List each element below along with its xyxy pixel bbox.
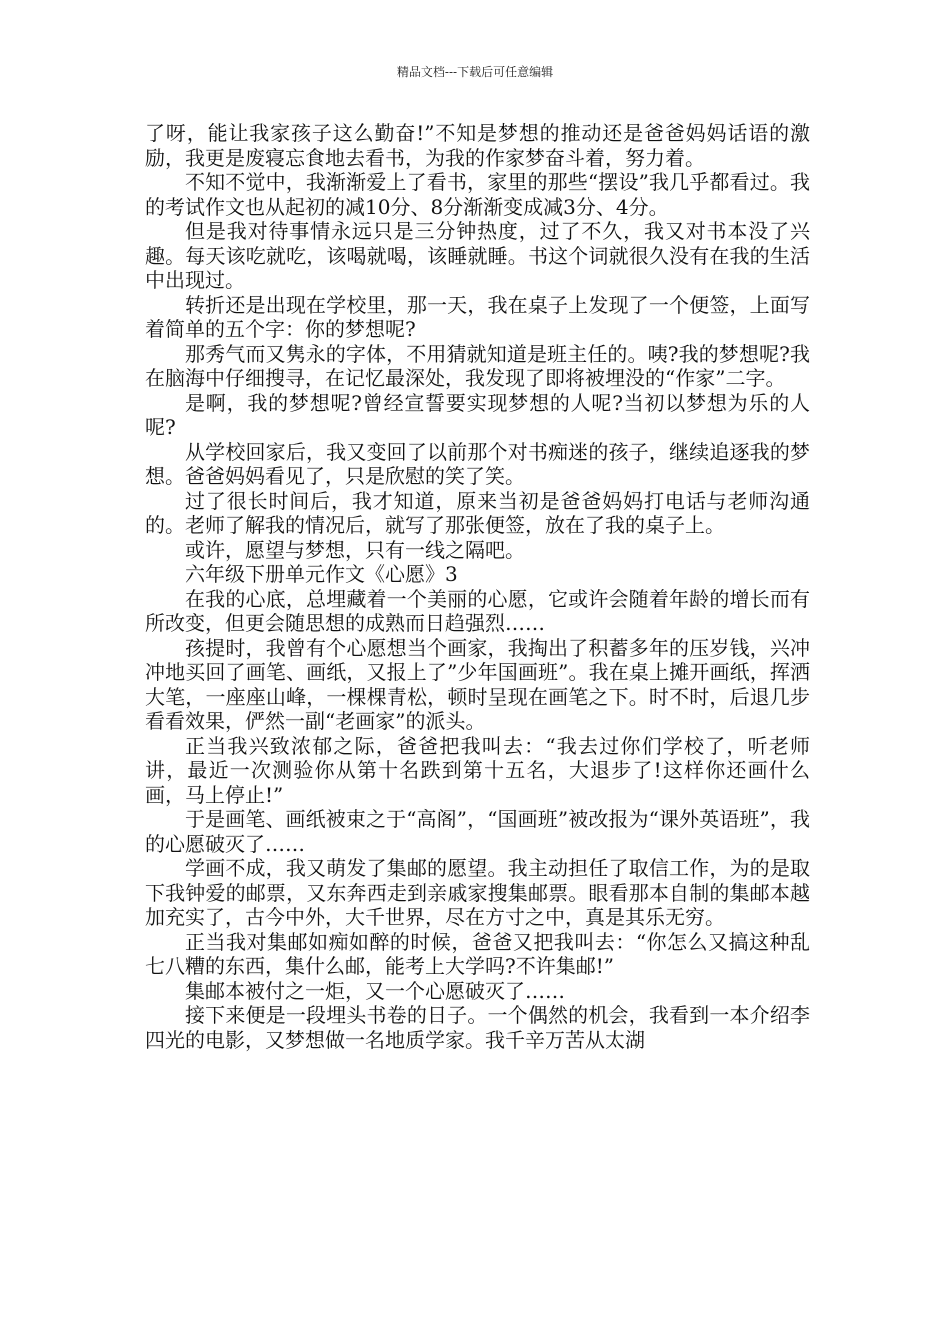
paragraph: 在我的心底，总埋藏着一个美丽的心愿，它或许会随着年龄的增长而有所改变，但更会随思想的成熟而日趋强烈…… <box>145 586 810 635</box>
paragraph: 那秀气而又隽永的字体，不用猜就知道是班主任的。咦?我的梦想呢?我在脑海中仔细搜寻，在记忆最深处，我发现了即将被埋没的“作家”二字。 <box>145 341 810 390</box>
paragraph: 于是画笔、画纸被束之于“高阁”，“国画班”被改报为“课外英语班”，我的心愿破灭了…… <box>145 807 810 856</box>
paragraph: 接下来便是一段埋头书卷的日子。一个偶然的机会，我看到一本介绍李四光的电影，又梦想做一名地质学家。我千辛万苦从太湖 <box>145 1003 810 1052</box>
paragraph: 孩提时，我曾有个心愿想当个画家，我掏出了积蓄多年的压岁钱，兴冲冲地买回了画笔、画纸，又报上了”少年国画班”。我在桌上摊开画纸，挥洒大笔，一座座山峰，一棵棵青松，顿时呈现在画笔之下。时不时，后退几步看看效果，俨然一副“老画家”的派头。 <box>145 635 810 733</box>
paragraph: 或许，愿望与梦想，只有一线之隔吧。 <box>185 537 525 562</box>
paragraph: 是啊，我的梦想呢?曾经宣誓要实现梦想的人呢?当初以梦想为乐的人呢? <box>145 390 810 439</box>
paragraph: 转折还是出现在学校里，那一天，我在桌子上发现了一个便签，上面写着简单的五个字：你的梦想呢? <box>145 292 810 341</box>
section-title: 六年级下册单元作文《心愿》3 <box>185 562 458 586</box>
paragraph: 过了很长时间后，我才知道，原来当初是爸爸妈妈打电话与老师沟通的。老师了解我的情况后，就写了那张便签，放在了我的桌子上。 <box>145 488 810 537</box>
paragraph: 不知不觉中，我渐渐爱上了看书，家里的那些“摆设”我几乎都看过。我的考试作文也从起初的减10分、8分渐渐变成减3分、4分。 <box>145 170 810 219</box>
page-header: 精品文档---下载后可任意编辑 <box>396 65 554 79</box>
paragraph: 了呀，能让我家孩子这么勤奋!”不知是梦想的推动还是爸爸妈妈话语的激励，我更是废寝忘食地去看书，为我的作家梦奋斗着，努力着。 <box>145 121 810 170</box>
paragraph: 但是我对待事情永远只是三分钟热度，过了不久，我又对书本没了兴趣。每天该吃就吃，该喝就喝，该睡就睡。书这个词就很久没有在我的生活中出现过。 <box>145 219 810 292</box>
paragraph: 学画不成，我又萌发了集邮的愿望。我主动担任了取信工作，为的是取下我钟爱的邮票，又东奔西走到亲戚家搜集邮票。眼看那本自制的集邮本越加充实了，古今中外，大千世界，尽在方寸之中，真是其乐无穷。 <box>145 856 810 929</box>
paragraph: 正当我对集邮如痴如醉的时候，爸爸又把我叫去：“你怎么又搞这种乱七八糟的东西，集什么邮，能考上大学吗?不许集邮!” <box>145 929 810 978</box>
document-body <box>145 121 810 1052</box>
paragraph: 从学校回家后，我又变回了以前那个对书痴迷的孩子，继续追逐我的梦想。爸爸妈妈看见了，只是欣慰的笑了笑。 <box>145 439 810 488</box>
paragraph: 集邮本被付之一炬，又一个心愿破灭了…… <box>185 978 565 1003</box>
paragraph: 正当我兴致浓郁之际，爸爸把我叫去：“我去过你们学校了，听老师讲，最近一次测验你从第十名跌到第十五名，大退步了!这样你还画什么画，马上停止!” <box>145 733 810 807</box>
